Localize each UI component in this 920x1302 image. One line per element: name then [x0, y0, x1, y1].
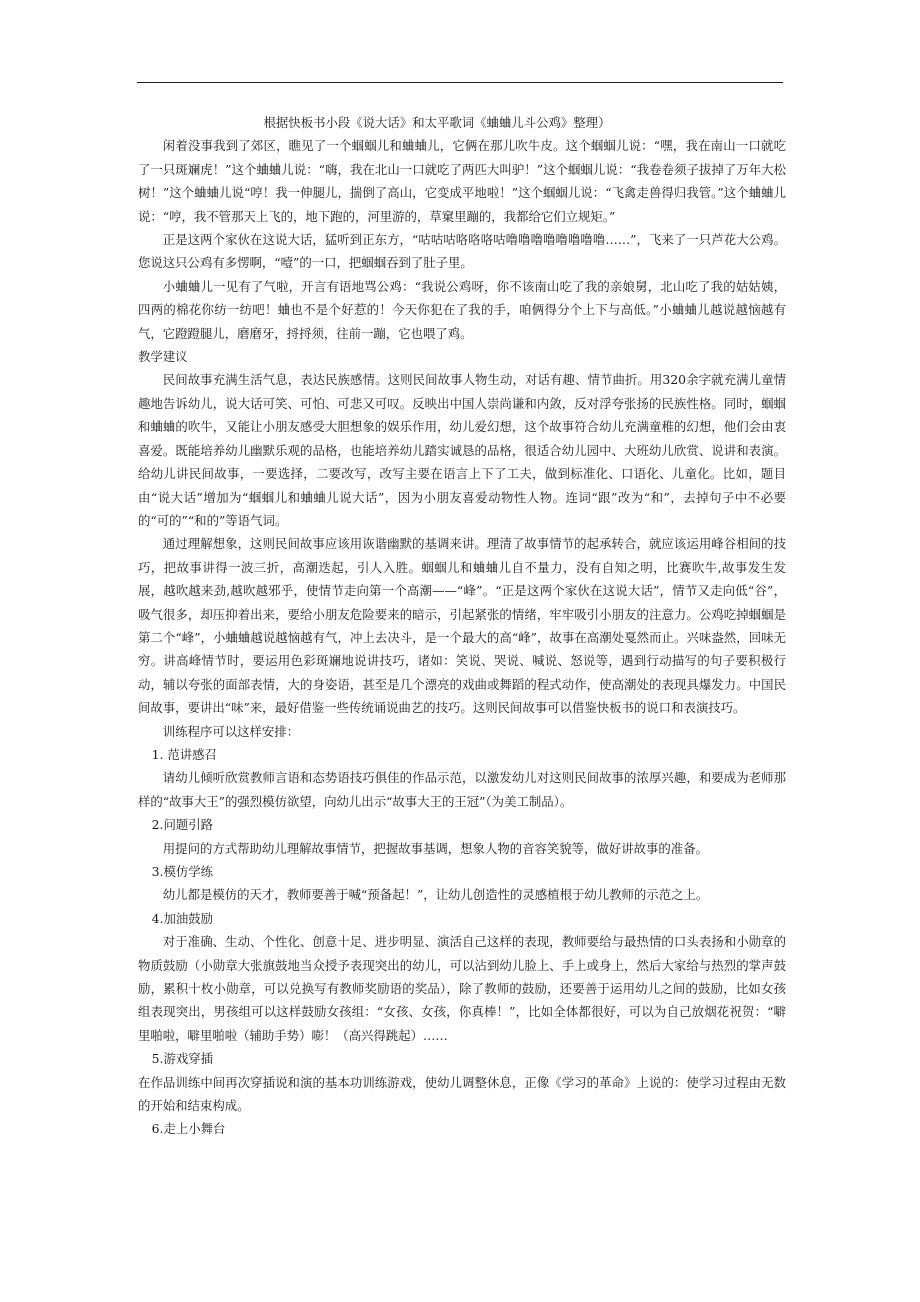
document-body	[138, 111, 786, 1141]
step-title: 6.走上小舞台	[151, 1121, 226, 1137]
advice-paragraph: 通过理解想象，这则民间故事应该用诙谐幽默的基调来讲。理清了故事情节的起承转合，就应该运用峰谷相间的技巧，把故事讲得一波三折，高潮迭起，引人入胜。蝈蝈儿和蛐蛐儿自不量力，没有自知之明，比赛吹牛,故事发生发展，越吹越来劲,越吹越邪乎，使情节走向第一个高潮——“峰”。“正是这两个家伙在这说大话”，情节又走向低“谷”，吸气很多，却压抑着出来，要给小朋友危险要来的暗示，引起紧张的情绪，牢牢吸引小朋友的注意力。公鸡吃掉蝈蝈是第二个“峰”，小蛐蛐越说越恼越有气，冲上去决斗，是一个最大的高“峰”，故事在高潮处戛然而止。兴味盎然，回味无穷。讲高峰情节时，要运用色彩斑斓地说讲技巧，诸如：笑说、哭说、喊说、怒说等，遇到行动描写的句子要积极行动，辅以夸张的面部表情，大的身姿语，甚至是几个漂亮的戏曲或舞蹈的程式动作，使高潮处的表现具爆发力。中国民间故事，要讲出“味”来，最好借鉴一些传统诵说曲艺的技巧。这则民间故事可以借鉴快板书的说口和表演技巧。	[138, 536, 786, 716]
advice-paragraph: 民间故事充满生活气息，表达民族感情。这则民间故事人物生动，对话有趣、情节曲折。用320余字就充满儿童情趣地告诉幼儿，说大话可笑、可怕、可悲又可叹。反映出中国人崇尚谦和内敛，反对浮夸张扬的民族性格。同时，蝈蝈和蛐蛐的吹牛，又能让小朋友感受大胆想象的娱乐作用，幼儿爱幻想，这个故事符合幼儿充满童稚的幻想，他们会由衷喜爱。既能培养幼儿幽默乐观的品格，也能培养幼儿踏实诚恳的品格，很适合幼儿园中、大班幼儿欣赏、说讲和表演。给幼儿讲民间故事，一要选择，二要改写，改写主要在语言上下了工夫，做到标准化、口语化、儿童化。比如，题目由“说大话”增加为“蝈蝈儿和蛐蛐儿说大话”，因为小朋友喜爱动物性人物。连词“跟”改为“和”，去掉句子中不必要的“可的”“和的”等语气词。	[138, 372, 786, 528]
step-title: 4.加油鼓励	[151, 910, 214, 926]
step-body: 请幼儿倾听欣赏教师言语和态势语技巧俱佳的作品示范，以激发幼儿对这则民间故事的浓厚兴趣，和要成为老师那样的“故事大王”的强烈模仿欲望，向幼儿出示“故事大王的王冠”（为美工制品）。	[138, 770, 786, 809]
step-title: 2.问题引路	[151, 817, 214, 833]
step-body: 对于准确、生动、个性化、创意十足、进步明显、演活自己这样的表现，教师要给与最热情的口头表扬和小勋章的物质鼓励（小勋章大张旗鼓地当众授予表现突出的幼儿，可以沾到幼儿脸上、手上或身上，然后大家给与热烈的掌声鼓励，累积十枚小勋章，可以兑换写有教师奖励语的奖品），除了教师的鼓励，还要善于运用幼儿之间的鼓励，比如女孩组表现突出，男孩组可以这样鼓励女孩组：“女孩、女孩，你真棒！”，比如全体都很好，可以为自己放烟花祝贺：“噼里啪啦，噼里啪啦（辅助手势）嘭！（高兴得跳起）……	[138, 934, 786, 1043]
step-title: 1. 范讲感召	[151, 746, 217, 762]
step-body: 在作品训练中间再次穿插说和演的基本功训练游戏，使幼儿调整休息，正像《学习的革命》上说的：使学习过程由无数的开始和结束构成。	[138, 1074, 786, 1114]
step-title: 5.游戏穿插	[151, 1051, 214, 1067]
section-heading: 教学建议	[138, 349, 188, 365]
step-title: 3.模仿学练	[151, 864, 214, 879]
advice-paragraph: 训练程序可以这样安排：	[162, 723, 300, 739]
story-paragraph: 闲着没事我到了郊区，瞧见了一个蝈蝈儿和蛐蛐儿，它俩在那儿吹牛皮。这个蝈蝈儿说：“嘿，我在南山一口就吃了一只斑斓虎！”这个蛐蛐儿说：“嗨，我在北山一口就吃了两匹大叫驴！”这个蝈蝈儿说：“我卷卷须子拔掉了万年大松树！”这个蛐蛐儿说“哼！我一伸腿儿，揣倒了高山，它变成平地啦！”这个蝈蝈儿说：“飞禽走兽得归我管。”这个蛐蛐儿说：“哼，我不管那天上飞的，地下跑的，河里游的，草窠里蹦的，我都给它们立规矩。”	[138, 138, 786, 224]
step-body: 用提问的方式帮助幼儿理解故事情节，把握故事基调，想象人物的音容笑貌等，做好讲故事的准备。	[162, 840, 708, 856]
story-paragraph: 小蛐蛐儿一见有了气啦，开言有语地骂公鸡：“我说公鸡呀，你不该南山吃了我的亲娘舅，北山吃了我的姑姑姨，四两的棉花你纺一纺吧！蛐也不是个好惹的！今天你犯在了我的手，咱俩得分个上下与高低。”小蛐蛐儿越说越恼越有气，它蹬蹬腿儿，磨磨牙，捋捋须，往前一蹦，它也喂了鸡。	[138, 278, 786, 341]
subtitle: 根据快板书小段《说大话》和太平歌词《蛐蛐儿斗公鸡》整理）	[263, 115, 611, 130]
header-rule	[137, 82, 783, 83]
step-body: 幼儿都是模仿的天才，教师要善于喊“预备起！”，让幼儿创造性的灵感植根于幼儿教师的示范之上。	[162, 887, 709, 903]
story-paragraph: 正是这两个家伙在这说大话，猛听到正东方，“咕咕咕咯咯咯咕噜噜噜噜噜噜噜噜……”，飞来了一只芦花大公鸡。您说这只公鸡有多愣啊，“噎”的一口，把蝈蝈吞到了肚子里。	[138, 232, 786, 271]
